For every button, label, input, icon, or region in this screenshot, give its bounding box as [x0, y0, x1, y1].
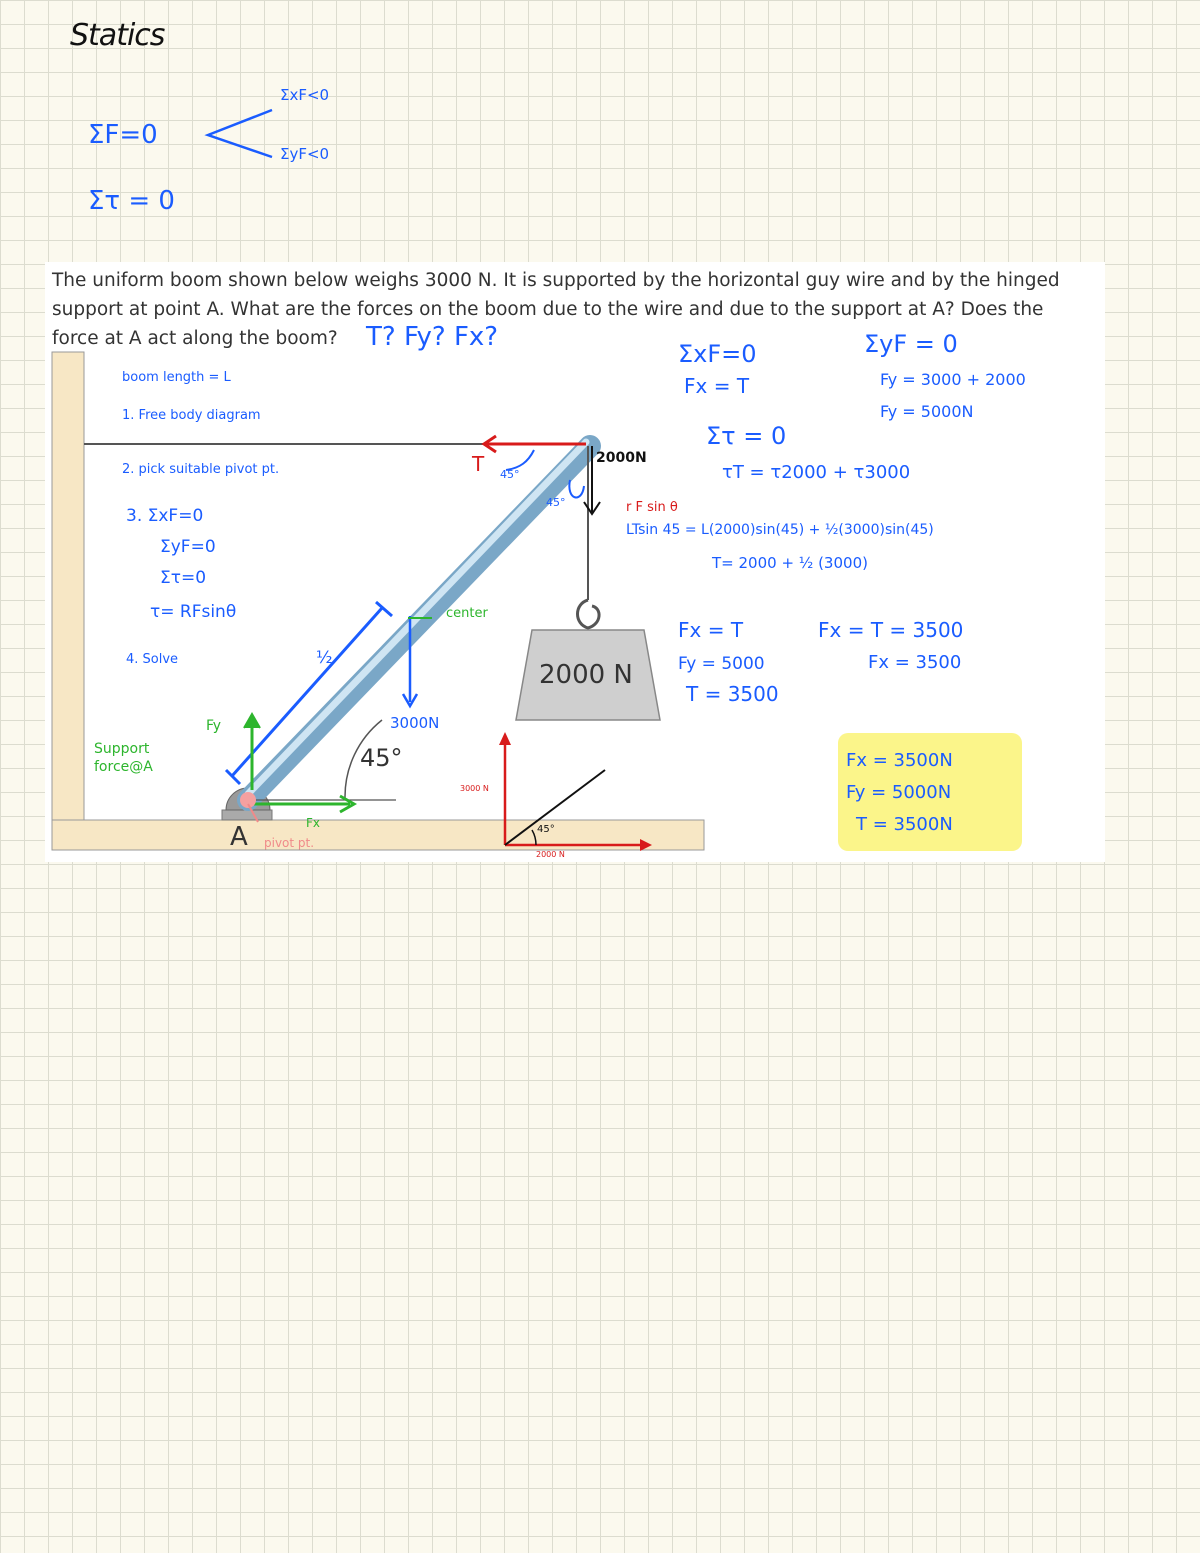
small-3000-label: 3000 N: [460, 784, 489, 793]
half-label: ½: [316, 648, 333, 668]
fx-equals-t: Fx = T: [684, 374, 750, 398]
torque-balance: τT = τ2000 + τ3000: [722, 462, 911, 483]
hook: [578, 600, 600, 628]
step-3d: τ= RFsinθ: [150, 602, 237, 622]
small-45-label: 45°: [537, 824, 555, 835]
sum-force-eq: ΣF=0: [88, 120, 158, 150]
tension-label: T: [472, 452, 485, 476]
fy-sum: Fy = 3000 + 2000: [880, 370, 1026, 389]
weight-label: 2000 N: [539, 660, 633, 690]
hinge-base: [222, 810, 272, 820]
final-t: T = 3500N: [856, 814, 953, 835]
fx-3500: Fx = 3500: [868, 652, 962, 673]
support-force-label: Support force@A: [94, 741, 153, 775]
rfsin-note: r F sin θ: [626, 500, 678, 515]
step-2: 2. pick suitable pivot pt.: [122, 462, 280, 477]
angle-small2-label: 45°: [546, 496, 566, 509]
fx-label: Fx: [306, 816, 321, 830]
fx-t: Fx = T: [678, 618, 744, 642]
unknowns: T? Fy? Fx?: [366, 322, 499, 352]
fy-5000: Fy = 5000: [678, 654, 765, 674]
step-1: 1. Free body diagram: [122, 408, 261, 423]
point-a-label: A: [230, 822, 248, 852]
step-4: 4. Solve: [126, 652, 179, 667]
step-3b: ΣyF=0: [160, 537, 216, 557]
sum-fy-equation: ΣyF = 0: [864, 330, 958, 358]
sum-fx-note: ΣxF<0: [280, 86, 330, 104]
boom: [248, 446, 590, 800]
wire-force-label: 2000N: [596, 450, 647, 466]
small-2000-label: 2000 N: [536, 850, 565, 859]
weight-3000-label: 3000N: [390, 714, 440, 732]
sum-torque-eq: Στ = 0: [88, 186, 175, 216]
boom-length-note: boom length = L: [122, 370, 231, 385]
fy-result: Fy = 5000N: [880, 402, 974, 421]
final-fx: Fx = 3500N: [846, 750, 953, 771]
fy-label: Fy: [206, 718, 222, 734]
problem-line-1: The uniform boom shown below weighs 3000 N. It is supported by the horizontal guy wire and by the hinged: [52, 270, 1060, 291]
center-label: center: [446, 606, 488, 621]
problem-line-3: force at A act along the boom?: [52, 328, 338, 349]
angle-label: 45°: [360, 744, 403, 772]
fx-t-3500: Fx = T = 3500: [818, 618, 964, 642]
step-3c: Στ=0: [160, 568, 207, 588]
pivot-label: pivot pt.: [264, 836, 315, 850]
sum-torque-equation: Στ = 0: [706, 422, 787, 450]
angle-small-label: 45°: [500, 468, 520, 481]
step-3a: 3. ΣxF=0: [126, 506, 204, 526]
lt-sin-equation: LTsin 45 = L(2000)sin(45) + ½(3000)sin(45): [626, 522, 934, 538]
sum-fy-note: ΣyF<0: [280, 145, 330, 163]
sum-fx-equation: ΣxF=0: [678, 340, 757, 368]
final-fy: Fy = 5000N: [846, 782, 952, 803]
problem-line-2: support at point A. What are the forces on the boom due to the wire and due to the support at A? Does the: [52, 299, 1044, 320]
t-equation: T= 2000 + ½ (3000): [712, 554, 868, 572]
t-3500: T = 3500: [686, 682, 779, 706]
wall: [52, 352, 84, 850]
page-title: Statics: [70, 18, 165, 53]
